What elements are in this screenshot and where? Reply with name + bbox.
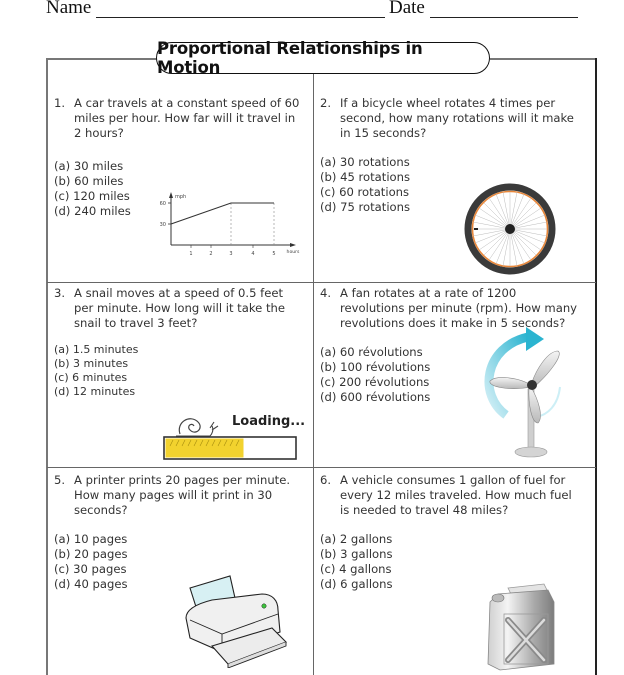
worksheet-title: Proportional Relationships in Motion bbox=[156, 42, 490, 74]
option-a[interactable]: (a) 2 gallons bbox=[320, 532, 393, 546]
question-text: A printer prints 20 pages per minute. How many pages will it print in 30 seconds? bbox=[74, 473, 291, 517]
option-a[interactable]: (a) 30 rotations bbox=[320, 155, 410, 169]
question-number: 2. bbox=[320, 96, 332, 110]
question-number: 5. bbox=[54, 473, 66, 487]
frame-left-border bbox=[46, 58, 48, 675]
fan-icon bbox=[478, 325, 568, 460]
option-c[interactable]: (c) 6 minutes bbox=[54, 371, 128, 384]
option-b[interactable]: (b) 20 pages bbox=[54, 547, 128, 561]
option-d[interactable]: (d) 600 révolutions bbox=[320, 390, 431, 404]
option-c[interactable]: (c) 120 miles bbox=[54, 189, 130, 203]
question-text: A vehicle consumes 1 gallon of fuel for every 12 miles traveled. How much fuel is needed to travel 48 miles? bbox=[340, 473, 572, 517]
snail-loading-icon bbox=[160, 408, 306, 464]
option-c[interactable]: (c) 4 gallons bbox=[320, 562, 392, 576]
y-tick-60: 60 bbox=[159, 201, 166, 207]
fuel-can-icon bbox=[478, 580, 558, 672]
question-text: A fan rotates at a rate of 1200 revolutions per minute (rpm). How many revolutions does it make in 5 seconds? bbox=[340, 286, 578, 330]
option-c[interactable]: (c) 30 pages bbox=[54, 562, 127, 576]
question-6 bbox=[320, 473, 580, 592]
option-c[interactable]: (c) 60 rotations bbox=[320, 185, 410, 199]
date-label: Date bbox=[389, 0, 425, 18]
svg-text:hours: hours bbox=[286, 250, 300, 255]
name-field[interactable] bbox=[96, 17, 385, 18]
svg-text:3: 3 bbox=[229, 251, 233, 257]
option-d[interactable]: (d) 12 minutes bbox=[54, 385, 136, 398]
option-d[interactable]: (d) 40 pages bbox=[54, 577, 128, 591]
question-number: 3. bbox=[54, 286, 66, 300]
option-c[interactable]: (c) 200 révolutions bbox=[320, 375, 430, 389]
option-a[interactable]: (a) 1.5 minutes bbox=[54, 343, 139, 356]
svg-text:1: 1 bbox=[189, 251, 193, 257]
column-divider bbox=[313, 74, 314, 675]
question-3 bbox=[54, 286, 304, 399]
y-tick-30: 30 bbox=[159, 222, 166, 228]
printer-icon bbox=[182, 568, 292, 668]
date-field[interactable] bbox=[430, 17, 578, 18]
option-a[interactable]: (a) 10 pages bbox=[54, 532, 128, 546]
y-axis-label: mph bbox=[175, 194, 187, 200]
question-number: 4. bbox=[320, 286, 332, 300]
option-a[interactable]: (a) 30 miles bbox=[54, 159, 124, 173]
speed-graph bbox=[150, 190, 305, 260]
option-b[interactable]: (b) 3 gallons bbox=[320, 547, 393, 561]
frame-top-border bbox=[490, 58, 597, 60]
question-number: 1. bbox=[54, 96, 66, 110]
option-b[interactable]: (b) 60 miles bbox=[54, 174, 124, 188]
svg-text:5: 5 bbox=[272, 251, 276, 257]
option-d[interactable]: (d) 6 gallons bbox=[320, 577, 393, 591]
bicycle-wheel-icon bbox=[464, 183, 556, 275]
loading-text: Loading... bbox=[232, 414, 306, 429]
question-number: 6. bbox=[320, 473, 332, 487]
svg-text:4: 4 bbox=[251, 251, 255, 257]
option-b[interactable]: (b) 45 rotations bbox=[320, 170, 411, 184]
option-b[interactable]: (b) 3 minutes bbox=[54, 357, 129, 370]
name-label: Name bbox=[46, 0, 92, 18]
option-d[interactable]: (d) 75 rotations bbox=[320, 200, 411, 214]
svg-text:2: 2 bbox=[209, 251, 213, 257]
option-b[interactable]: (b) 100 révolutions bbox=[320, 360, 431, 374]
option-a[interactable]: (a) 60 révolutions bbox=[320, 345, 423, 359]
frame-right-border bbox=[595, 58, 597, 675]
frame-top-border bbox=[46, 58, 158, 60]
option-d[interactable]: (d) 240 miles bbox=[54, 204, 131, 218]
question-text: A snail moves at a speed of 0.5 feet per minute. How long will it take the snail to travel 3 feet? bbox=[74, 286, 285, 330]
question-text: A car travels at a constant speed of 60 miles per hour. How far will it travel in 2 hours? bbox=[74, 96, 300, 140]
row-divider bbox=[47, 467, 596, 468]
row-divider bbox=[47, 282, 596, 283]
question-text: If a bicycle wheel rotates 4 times per second, how many rotations will it make in 15 seconds? bbox=[340, 96, 574, 140]
